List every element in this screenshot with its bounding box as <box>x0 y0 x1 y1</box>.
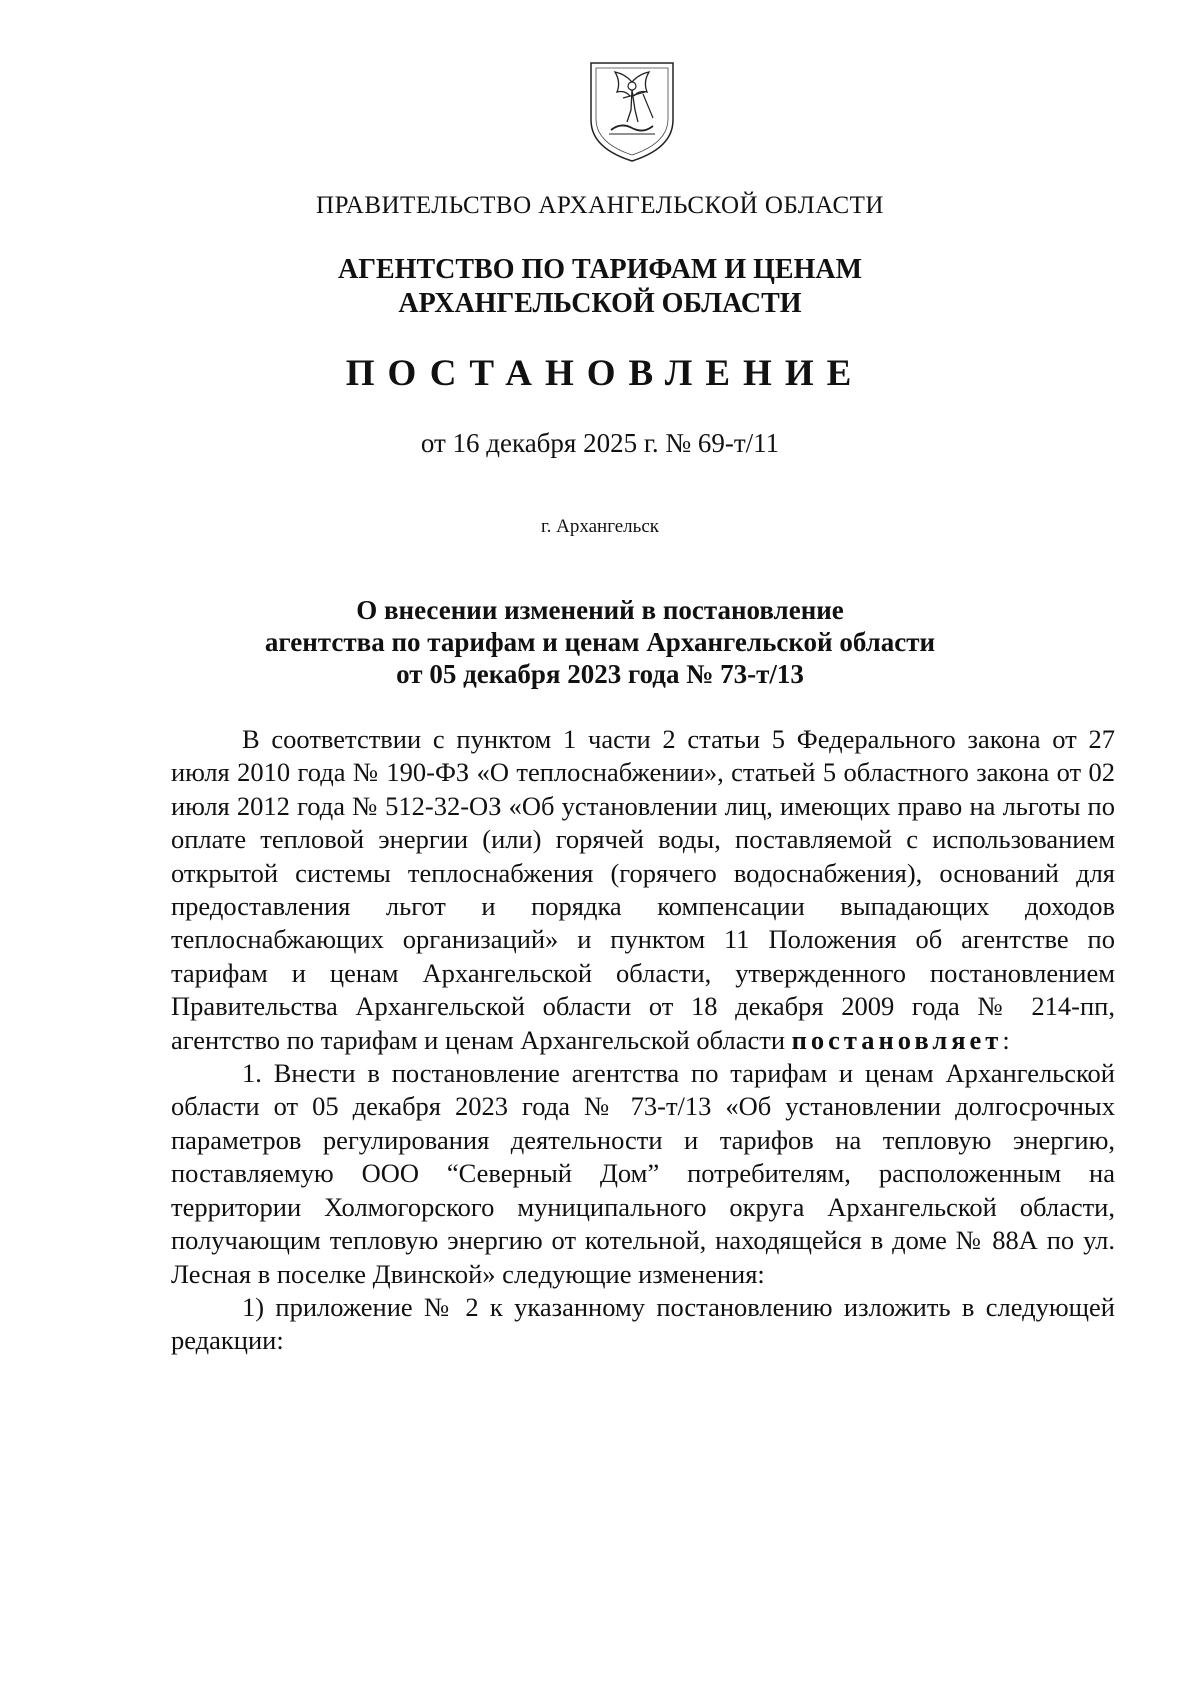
subject-line1: О внесении изменений в постановление <box>356 595 844 625</box>
government-name: ПРАВИТЕЛЬСТВО АРХАНГЕЛЬСКОЙ ОБЛАСТИ <box>316 192 884 219</box>
preamble-colon: : <box>1002 1024 1010 1055</box>
subject-line3: от 05 декабря 2023 года № 73-т/13 <box>396 659 804 689</box>
document-city: г. Архангельск <box>540 516 659 537</box>
document-body <box>171 723 1115 1358</box>
resolves-word: постановляет <box>791 1024 1003 1055</box>
preamble-paragraph <box>171 723 1115 1057</box>
item-1-paragraph: 1. Внести в постановление агентства по тарифам и ценам Архангельской области от 05 декабря 2023 года № 73-т/13 «Об установлении долгосрочных параметров регулирования деятельности и тарифов на тепловую энергию, поставляемую ООО “Северный Дом” потребителям, расположенным на территории Холмогорского муниципального округа Архангельской области, получающим тепловую энергию от котельной, находящейся в доме № 88А по ул. Лесная в поселке Двинской» следующие изменения: <box>171 1058 1115 1289</box>
document-date-number: от 16 декабря 2025 г. № 69-т/11 <box>420 428 780 458</box>
subject-line2: агентства по тарифам и ценам Архангельской области <box>264 627 936 657</box>
agency-name-line2: АРХАНГЕЛЬСКОЙ ОБЛАСТИ <box>398 288 802 319</box>
agency-name <box>0 253 1200 321</box>
coat-of-arms-icon <box>587 60 677 164</box>
preamble-text: В соответствии с пунктом 1 части 2 статьи 5 Федерального закона от 27 июля 2010 года № 190-ФЗ «О теплоснабжении», статьей 5 областного закона от 02 июля 2012 года № 512-32-ОЗ «Об установлении лиц, имеющих право на льготы по оплате тепловой энергии (или) горячей воды, поставляемой с использованием открытой системы теплоснабжения (горячего водоснабжения), оснований для предоставления льгот и порядка компенсации выпадающих доходов теплоснабжающих организаций» и пунктом 11 Положения об агентстве по тарифам и ценам Архангельской области, утвержденного постановлением Правительства Архангельской области от 18 декабря 2009 года № 214-пп, агентство по тарифам и ценам Архангельской области <box>171 724 1115 1055</box>
document-subject <box>0 594 1200 690</box>
agency-name-line1: АГЕНТСТВО ПО ТАРИФАМ И ЦЕНАМ <box>337 254 863 285</box>
document-type-title: ПОСТАНОВЛЕНИЕ <box>345 353 865 394</box>
subitem-1-paragraph: 1) приложение № 2 к указанному постановлению изложить в следующей редакции: <box>171 1291 1115 1356</box>
